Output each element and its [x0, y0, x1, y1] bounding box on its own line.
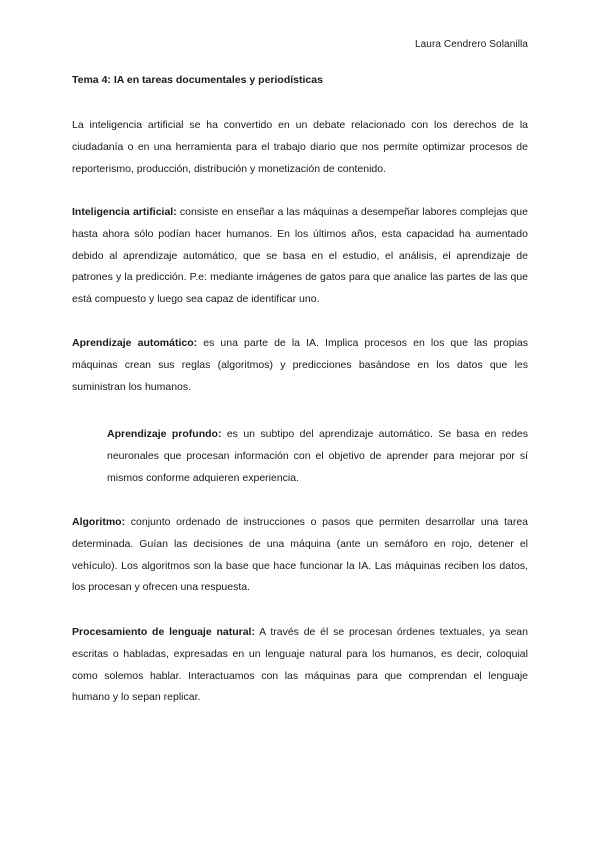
definition-algoritmo [72, 512, 528, 599]
document-title: Tema 4: IA en tareas documentales y periodísticas [72, 74, 323, 86]
definition-aprendizaje-profundo [107, 424, 528, 489]
intro-paragraph: La inteligencia artificial se ha convertido en un debate relacionado con los derechos de la ciudadanía o en una herramienta para el trabajo diario que nos permite optimizar procesos de reporterismo, producción, distribución y monetización de contenido. [72, 119, 528, 175]
definition-text: es un subtipo del aprendizaje automático. Se basa en redes neuronales que procesan información con el objetivo de aprender para mejorar por sí mismos conforme adquieren experiencia. [107, 428, 529, 484]
definition-procesamiento-lenguaje-natural [72, 622, 528, 709]
definition-term: Aprendizaje profundo: [107, 428, 222, 440]
definition-inteligencia-artificial [72, 202, 528, 311]
definition-term: Procesamiento de lenguaje natural: [72, 626, 255, 638]
definition-text: consiste en enseñar a las máquinas a desempeñar labores complejas que hasta ahora sólo podían hacer humanos. En los últimos años, esta capacidad ha aumentado debido al aprendizaje automático, que se basa en el estudio, el análisis, el aprendizaje de patrones y la predicción. P.e: mediante imágenes de gatos para que analice las partes de las que está compuesto y luego sea capaz de identificar uno. [72, 206, 528, 306]
header-author: Laura Cendrero Solanilla [414, 39, 528, 50]
definition-text: es una parte de la IA. Implica procesos en los que las propias máquinas crean sus reglas (algoritmos) y predicciones basándose en los datos que les suministran los humanos. [72, 337, 529, 393]
definition-text: A través de él se procesan órdenes textuales, ya sean escritas o habladas, expresadas en un lenguaje natural para los humanos, es decir, coloquial como solemos hablar. Interactuamos con las máquinas para que comprendan el lenguaje humano y lo sepan replicar. [72, 626, 528, 704]
definition-term: Inteligencia artificial: [72, 206, 177, 218]
definition-term: Aprendizaje automático: [72, 337, 198, 349]
definition-term: Algoritmo: [72, 516, 126, 528]
definition-text: conjunto ordenado de instrucciones o pasos que permiten desarrollar una tarea determinada. Guían las decisiones de una máquina (ante un semáforo en rojo, detener el vehículo). Los algoritmos son la base que hace funcionar la IA. Las máquinas reciben los datos, los procesan y ofrecen una respuesta. [72, 516, 528, 594]
definition-aprendizaje-automatico [72, 333, 528, 398]
